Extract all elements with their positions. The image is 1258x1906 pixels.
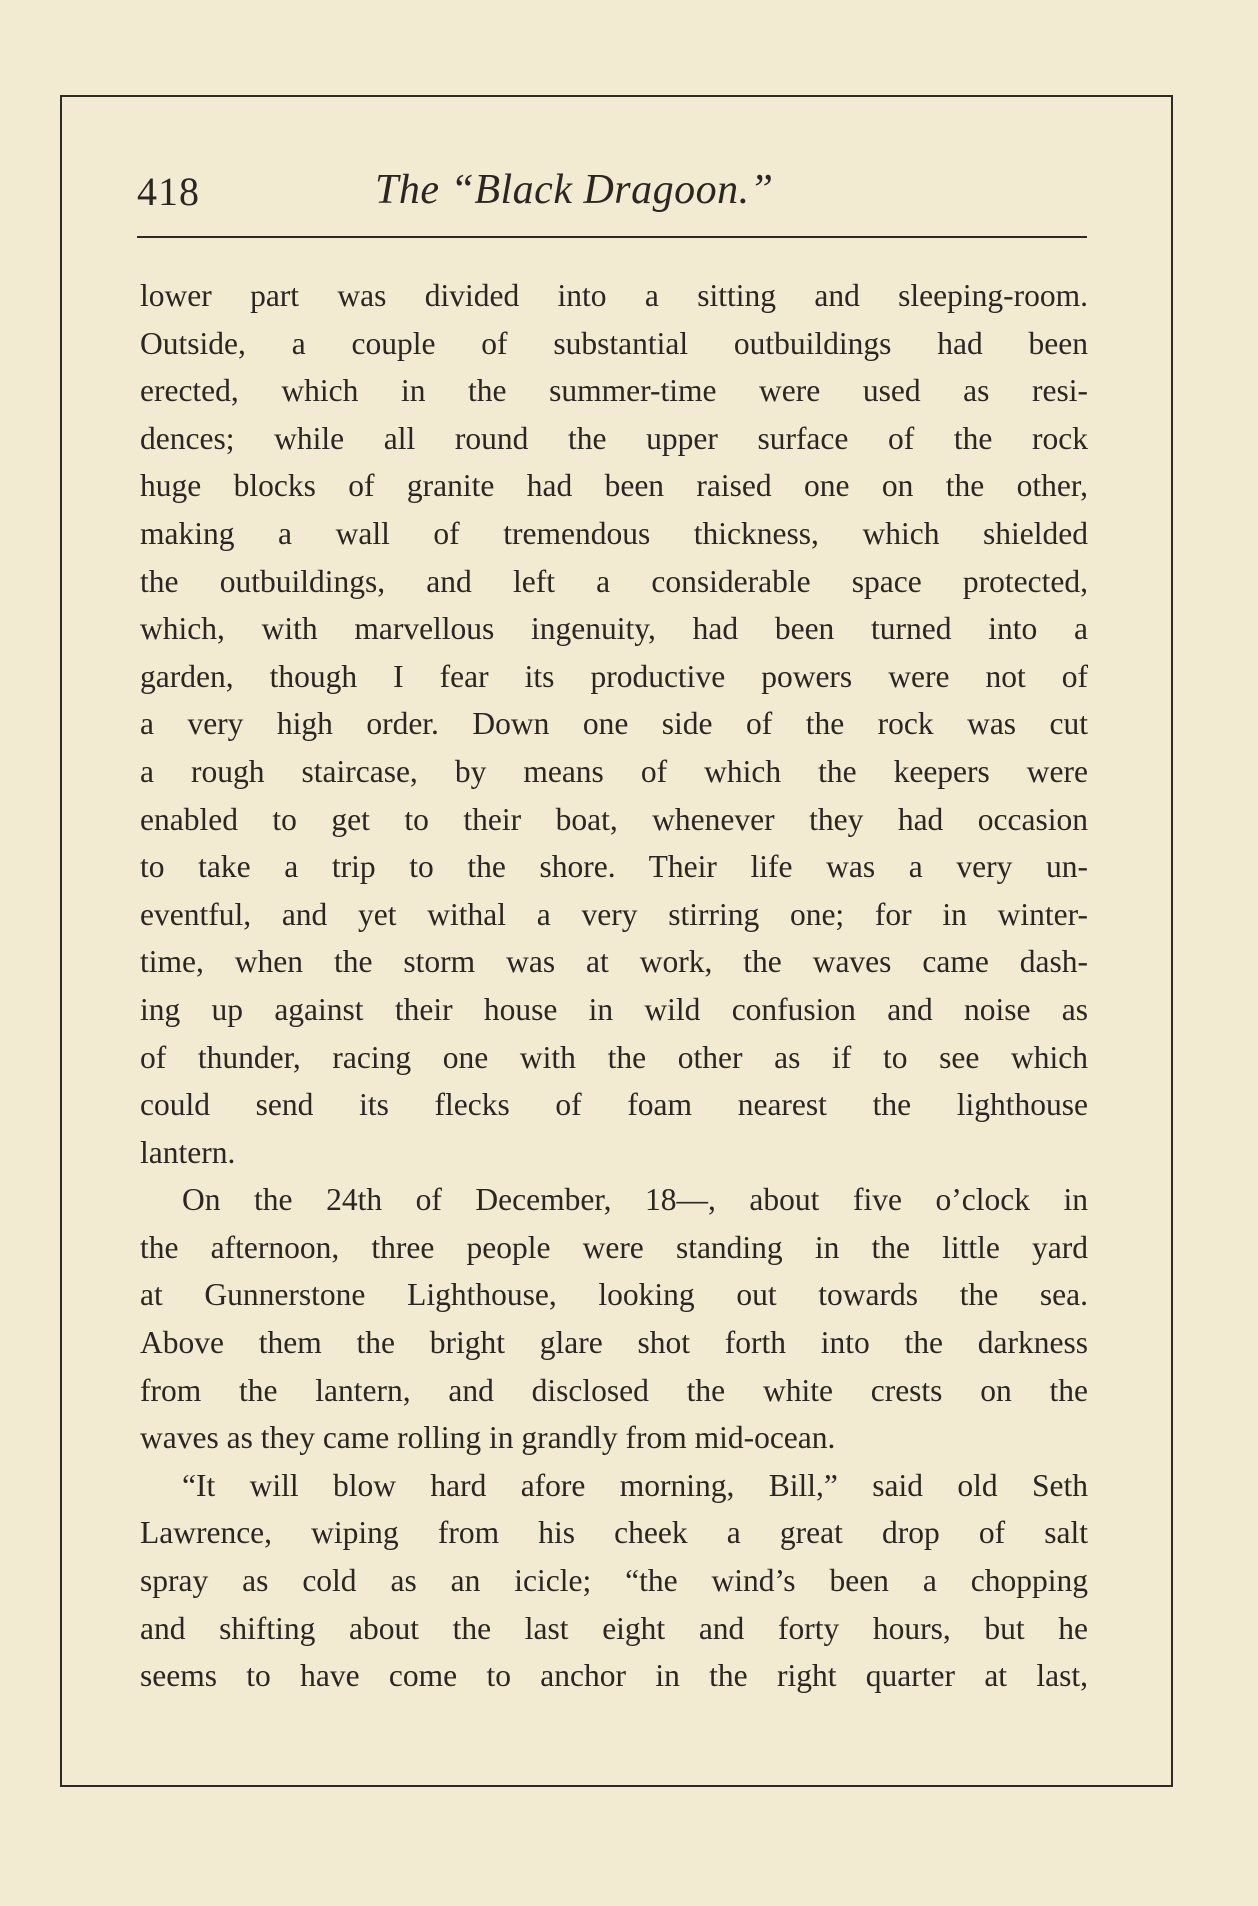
header-rule [137,236,1087,238]
text-line: “It will blow hard afore morning, Bill,” said old Seth [182,1467,1088,1503]
text-line: at Gunnerstone Lighthouse, looking out towards the sea. [140,1277,1088,1313]
text-line: Above them the bright glare shot forth into the darkness [140,1325,1088,1361]
text-line: from the lantern, and disclosed the white crests on the [140,1372,1088,1408]
text-line: Lawrence, wiping from his cheek a great drop of salt [140,1515,1088,1551]
text-line: the afternoon, three people were standing in the little yard [140,1229,1088,1265]
page-number: 418 [137,169,200,214]
text-line: making a wall of tremendous thickness, which shielded [140,515,1088,551]
body-text [140,272,1088,1700]
text-line: lantern. [140,1134,236,1170]
text-line: enabled to get to their boat, whenever they had occasion [140,801,1088,837]
text-line: which, with marvellous ingenuity, had been turned into a [140,611,1088,647]
text-line: a very high order. Down one side of the rock was cut [140,706,1088,742]
text-line: a rough staircase, by means of which the keepers were [140,753,1088,789]
text-line: dences; while all round the upper surface of the rock [140,420,1088,456]
text-line: ing up against their house in wild confusion and noise as [140,991,1088,1027]
text-line: could send its flecks of foam nearest the lighthouse [140,1087,1088,1123]
text-line: waves as they came rolling in grandly from mid-ocean. [140,1420,836,1456]
text-line: erected, which in the summer-time were used as resi- [140,373,1088,409]
text-line: seems to have come to anchor in the right quarter at last, [140,1658,1088,1694]
text-line: lower part was divided into a sitting and sleeping-room. [140,278,1088,313]
text-line: On the 24th of December, 18—, about five o’clock in [182,1182,1088,1218]
text-line: time, when the storm was at work, the waves came dash- [140,944,1088,980]
text-line: Outside, a couple of substantial outbuildings had been [140,325,1088,361]
text-line: the outbuildings, and left a considerable space protected, [140,563,1088,599]
text-line: and shifting about the last eight and forty hours, but he [140,1610,1088,1646]
text-line: garden, though I fear its productive powers were not of [140,658,1088,694]
text-line: to take a trip to the shore. Their life was a very un- [140,849,1088,885]
running-title: The “Black Dragoon.” [375,167,774,213]
text-line: eventful, and yet withal a very stirring one; for in winter- [140,896,1088,932]
page-header [137,160,1087,230]
text-line: spray as cold as an icicle; “the wind’s been a chopping [140,1563,1088,1599]
text-line: of thunder, racing one with the other as if to see which [140,1039,1088,1075]
text-line: huge blocks of granite had been raised one on the other, [140,468,1088,504]
